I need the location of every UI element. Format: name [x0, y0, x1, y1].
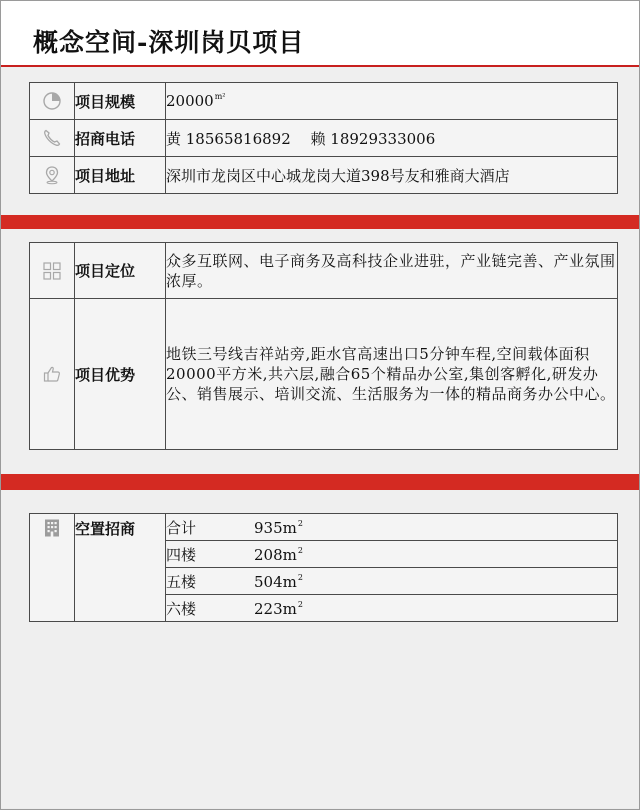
divider-bar-1: [1, 215, 639, 229]
vacancy-floor-4: 四楼 $208m^2$: [166, 541, 618, 568]
advantage-label: 项目优势: [75, 299, 166, 450]
vacancy-floor-5-area: $504m^2$: [254, 572, 303, 591]
vacancy-floor-4-area: $208m^2$: [254, 545, 303, 564]
positioning-label: 项目定位: [75, 243, 166, 299]
thumbs-up-icon: [30, 299, 75, 450]
vacancy-total-area: $935m^2$: [254, 518, 303, 537]
vacancy-total: 合计 $935m^2$: [166, 514, 618, 541]
vacancy-row-total: [30, 514, 618, 541]
row-positioning: [30, 243, 618, 299]
divider-bar-2: [1, 474, 639, 490]
phone-value: 黄 18565816892 赖 18929333006: [166, 120, 618, 157]
page-title: 概念空间-深圳岗贝项目: [33, 28, 305, 57]
positioning-table: [29, 242, 618, 450]
basic-info-table: [29, 82, 618, 194]
row-address: [30, 157, 618, 194]
positioning-value: 众多互联网、电子商务及高科技企业进驻，产业链完善、产业氛围浓厚。: [166, 243, 618, 299]
scale-label: 项目规模: [75, 83, 166, 120]
address-value: 深圳市龙岗区中心城龙岗大道398号友和雅商大酒店: [166, 157, 618, 194]
row-scale: [30, 83, 618, 120]
advantage-value: 地铁三号线吉祥站旁,距水官高速出口5分钟车程,空间载体面积20000平方米,共六层,融合65个精品办公室,集创客孵化,研发办公、销售展示、培训交流、生活服务为一体的精品商务办公中心。: [166, 299, 618, 450]
location-pin-icon: [30, 157, 75, 194]
pie-chart-icon: [30, 83, 75, 120]
row-phone: [30, 120, 618, 157]
address-label: 项目地址: [75, 157, 166, 194]
vacancy-floor-6: 六楼 $223m^2$: [166, 595, 618, 622]
vacancy-floor-6-area: $223m^2$: [254, 599, 303, 618]
vacancy-floor-5: 五楼 $504m^2$: [166, 568, 618, 595]
vacancy-label: 空置招商: [75, 514, 166, 622]
row-advantage: [30, 299, 618, 450]
scale-value: $20000^{m^2}$: [166, 83, 618, 120]
header: [1, 1, 639, 65]
grid-icon: [30, 243, 75, 299]
phone-label: 招商电话: [75, 120, 166, 157]
vacancy-table: [29, 513, 618, 622]
phone-icon: [30, 120, 75, 157]
building-icon: [30, 514, 75, 622]
